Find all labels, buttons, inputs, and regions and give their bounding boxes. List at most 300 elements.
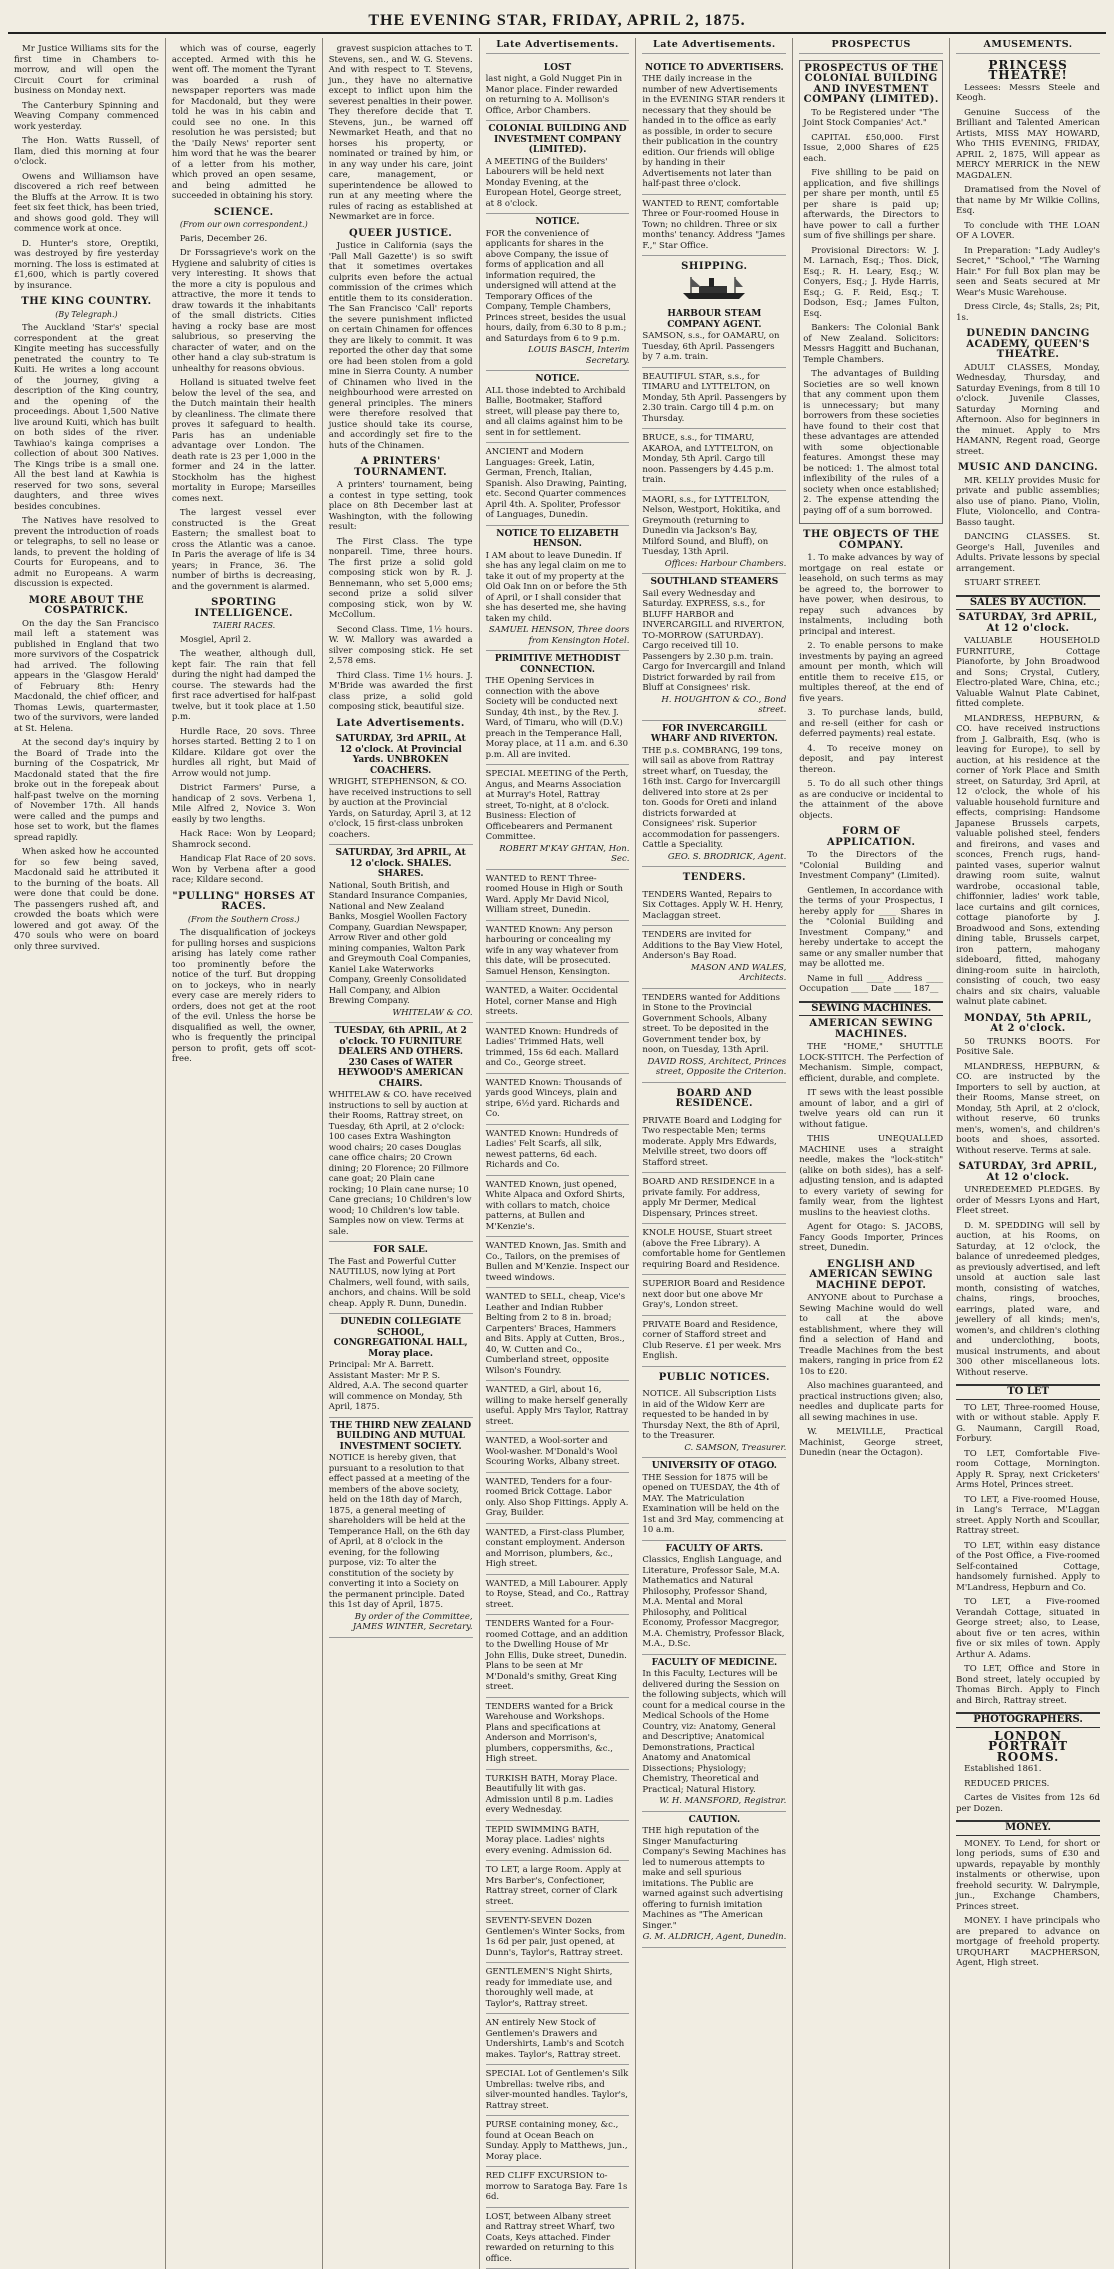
advertisement — [642, 1275, 786, 1316]
paragraph: THE "HOME," SHUTTLE LOCK-STITCH. The Perfection of Mechanism. Simple, compact, efficient, durable, and complete. — [799, 1042, 943, 1084]
ad-signature: G. M. ALDRICH, Agent, Dunedin. — [642, 1932, 786, 1943]
paragraph: Justice in California (says the 'Pall Mall Gazette') is so swift that it sometimes overtakes culprits even before the actual commission of the crimes which entitle them to its consideration. The San Francisco 'Call' reports the severe punishment inflicted on certain Chinamen for offences they are likely to commit. It was reported the other day that some ore had been stolen from a gold mine in Sierra County. A number of Chinamen who lived in the neighbourhood were arrested on general principles. The miners were therefore resolved that justice should take its course, and accordingly set fire to the huts of the Chinamen. — [329, 241, 473, 451]
paragraph: which was of course, eagerly accepted. Armed with this he went off. The moment the Tyrant was boarded a rush of newspaper reporters was made for Macdonald, but they were told he was in his cabin and could see no one. In this resolution he was persisted; but the 'Daily News' reporter sent him word that he was the bearer of a letter from his mother, which proved an open sesame, and being admitted he succeeded in obtaining his story. — [172, 44, 316, 202]
article-section — [956, 463, 1100, 589]
paragraph: Second Class. Time, 1½ hours. W. W. Mallory was awarded a silver composing stick. He set 2,578 ems. — [329, 625, 473, 667]
column-heading: AMUSEMENTS. — [956, 40, 1100, 54]
section-title: TENDERS. — [642, 873, 786, 884]
advertisement — [486, 60, 630, 122]
section-title: QUEER JUSTICE. — [329, 229, 473, 240]
paragraph: In Preparation: "Lady Audley's Secret," "School," "The Warning Hair." For full Box plan may be seen and Seats secured at Mr Wear's Music Warehouse. — [956, 246, 1100, 299]
section-title: BOARD AND RESIDENCE. — [642, 1089, 786, 1110]
article-section — [329, 44, 473, 223]
paragraph: D. Hunter's store, Oreptiki, was destroyed by fire yesterday morning. The loss is estimated at £1,600, which is partly covered by insurance. — [14, 239, 159, 292]
paragraph: Mr Justice Williams sits for the first time in Chambers to-morrow, and will open the Circuit Court for criminal business on Monday next. — [14, 44, 159, 97]
ad-title: SATURDAY, 3rd APRIL, At 12 o'clock. At Provincial Yards. UNBROKEN COACHERS. — [329, 734, 473, 776]
article-section — [329, 457, 473, 713]
paragraph: ADULT CLASSES, Monday, Wednesday, Thursday, and Saturday Evenings, from 8 till 10 o'clock. Juvenile Classes, Saturday Morning and Afternoon. Also for beginners in the minuet. Apply to Mrs HAMANN, Regent road, George street. — [956, 363, 1100, 458]
ad-body: WANTED Known: Hundreds of Ladies' Felt Scarfs, all silk, newest patterns, 6d each. Richards and Co. — [486, 1129, 630, 1171]
article-section — [956, 1712, 1100, 1814]
ad-body: NOTICE. All Subscription Lists in aid of the Widow Kerr are requested to be handed in by Thursday Next, the 8th of April, to the Treasurer. — [642, 1389, 786, 1442]
ad-signature: C. SAMSON, Treasurer. — [642, 1443, 786, 1454]
paragraph: Agent for Otago: S. JACOBS, Fancy Goods Importer, Princes street, Dunedin. — [799, 1222, 943, 1254]
paragraph: The Hon. Watts Russell, of Ilam, died this morning at four o'clock. — [14, 136, 159, 168]
ad-body: WHITELAW & CO. have received instructions to sell by auction at their Rooms, Rattray street, on Tuesday, 6th April, at 2 o'clock: 100 cases Extra Washington wood chairs; 20 cases Douglas cane office chairs; 20 Crown dining; 20 Florence; 20 Fillmore cane goat; 20 Plain cane rocking; 10 Plain cane nurse; 10 Cane grecians; 10 Children's low wood; 10 Children's low table. Samples now on view. Terms at sale. — [329, 1090, 473, 1237]
section-title: DUNEDIN DANCING ACADEMY, QUEEN'S THEATRE. — [956, 329, 1100, 361]
section-title: ENGLISH AND AMERICAN SEWING MACHINE DEPOT. — [799, 1260, 943, 1292]
paragraph: 3. To purchase lands, build, and re-sell (either for cash or deferred payments) real estate. — [799, 708, 943, 740]
ad-title: FOR INVERCARGILL WHARF AND RIVERTON. — [642, 724, 786, 745]
paragraph: gravest suspicion attaches to T. Stevens, sen., and W. G. Stevens. And with respect to T. Stevens, jun., they have no alternative except to inflict upon him the severest penalties in their power. They therefore decide that T. Stevens, jun., be warned off Newmarket Heath, and that no horses his property, or nominated or trained by him, or in any way under his care, joint care, management, or superintendence be allowed to run at any meeting where the rules of racing as established at Newmarket are in force. — [329, 44, 473, 223]
paragraph: The Auckland 'Star's' special correspondent at the great Kingite meeting has successfully penetrated the country to Te Kuiti. He writes a long account of the journey, giving a description of the King country, and the opening of the proceedings. About 1,500 Native live around Kuiti, which has built on both sides of the river. Tawhiao's kainga comprises a collection of about 300 Natives. The Kings tribe is a small one. All the best land at Kawhia is reserved for two sons, several daughters, and three wives besides concubines. — [14, 323, 159, 512]
ad-body: The Fast and Powerful Cutter NAUTILUS, now lying at Port Chalmers, well found, with sails, anchors, and chains. Will be sold cheap. Apply R. Dunn, Dunedin. — [329, 1257, 473, 1310]
ad-body: WANTED, a First-class Plumber, constant employment. Anderson and Morrison, plumbers, &c., High street. — [486, 1528, 630, 1570]
ad-body: LOST, between Albany street and Rattray street Wharf, two Coats, Keys attached. Finder rewarded on returning to this office. — [486, 2212, 630, 2265]
article-section — [329, 229, 473, 452]
section-title: MUSIC AND DANCING. — [956, 463, 1100, 474]
advertisement — [486, 982, 630, 1023]
paragraph: TO LET, a Five-roomed Verandah Cottage, situated in George street; also, to Lease, about five or ten acres, within five or six miles of town. Apply Arthur A. Adams. — [956, 1597, 1100, 1660]
advertisement — [486, 870, 630, 921]
article-section — [642, 1089, 786, 1367]
ad-title: COLONIAL BUILDING AND INVESTMENT COMPANY (LIMITED). — [486, 124, 630, 156]
advertisement — [642, 1385, 786, 1458]
ad-title: HARBOUR STEAM COMPANY AGENT. — [642, 309, 786, 330]
ad-body: THE p.s. COMBRANG, 199 tons, will sail as above from Rattray street wharf, on Tuesday, the 16th inst. Cargo for Invercargill delivered into store at 2s per ton. Goods for Oreti and inland districts forwarded at Consignees' risk. Superior accommodation for passengers. Cattle a Speciality. — [642, 746, 786, 851]
article-section — [14, 297, 159, 590]
paragraph: IT sews with the least possible amount of labor, and a girl of twelve years old can run it without fatigue. — [799, 1088, 943, 1130]
ad-body: WANTED Known, just opened, White Alpaca and Oxford Shirts, with collars to match, choice patterns, at Bullen and M'Kenzie's. — [486, 1180, 630, 1233]
paragraph: STUART STREET. — [956, 578, 1100, 589]
ad-body: ANCIENT and Modern Languages: Greek, Latin, German, French, Italian, Spanish. Also Drawing, Painting, etc. Second Quarter commences April 4th. A. Spoliter, Professor of Languages, Dunedin. — [486, 447, 630, 521]
section-title: SCIENCE. — [172, 208, 316, 219]
ad-body: WANTED, a Girl, about 16, willing to make herself generally useful. Apply Mrs Taylor, Rattray street. — [486, 1385, 630, 1427]
advertisement — [486, 1074, 630, 1125]
ad-signature: By order of the Committee, JAMES WINTER, Secretary. — [329, 1612, 473, 1633]
ad-body: FOR the convenience of applicants for shares in the above Company, the issue of forms of application and all information required, the undersigned will attend at the Temporary Offices of the Company, Temple Chambers, Princes street, besides the usual hours, daily, from 6.30 to 8 p.m.; and Saturdays from 6 to 9 p.m. — [486, 229, 630, 345]
section-subtitle: TAIERI RACES. — [172, 621, 316, 632]
article-section — [172, 44, 316, 202]
ad-body: THE daily increase in the number of new Advertisements in the EVENING STAR renders it necessary that they should be handed in to the office as early as possible, in order to secure their publication in the country edition. Our friends will oblige by handing in their Advertisements not later than half-past three o'clock. — [642, 74, 786, 190]
paragraph: Established 1861. — [956, 1764, 1100, 1775]
advertisement — [486, 765, 630, 870]
department-heading: SEWING MACHINES. — [799, 1001, 943, 1017]
advertisement — [486, 1524, 630, 1575]
ad-body: TO LET, a large Room. Apply at Mrs Barber's, Confectioner, Rattray street, corner of Clark street. — [486, 1865, 630, 1907]
ad-body: I AM about to leave Dunedin. If she has any legal claim on me to take it out of my property at the Old Oak Inn on or before the 5th of April, or I shall consider that she has deserted me, she having taken my child. — [486, 551, 630, 625]
paragraph: Provisional Directors: W. J. M. Larnach, Esq.; Thos. Dick, Esq.; R. H. Leary, Esq.; W. Conyers, Esq.; J. Hyde Harris, Esq.; G. F. Reid, Esq.; T. Dodson, Esq.; James Fulton, Esq. — [803, 246, 939, 320]
newspaper-columns — [8, 38, 1106, 1444]
section-title: THE KING COUNTRY. — [14, 297, 159, 308]
paragraph: MONEY. I have principals who are prepared to advance on mortgage of freehold property. URQUHART MACPHERSON, Agent, High street. — [956, 1916, 1100, 1969]
ad-body: Principal: Mr A. Barrett. Assistant Master: Mr P. S. Aldred, A.A. The second quarter will commence on Monday, 5th April, 1875. — [329, 1360, 473, 1413]
ad-body: BEAUTIFUL STAR, s.s., for TIMARU and LYTTELTON, on Monday, 5th April. Passengers by 2.30 train. Cargo till 4 p.m. on Thursday. — [642, 372, 786, 425]
article-section — [956, 1384, 1100, 1706]
paragraph: CAPITAL £50,000. First Issue, 2,000 Shares of £25 each. — [803, 133, 939, 165]
paragraph: To be Registered under "The Joint Stock Companies' Act." — [803, 108, 939, 129]
advertisement — [642, 1812, 786, 1948]
ad-signature: ROBERT M'KAY GHTAN, Hon. Sec. — [486, 844, 630, 865]
advertisement — [642, 1541, 786, 1655]
advertisement — [486, 1575, 630, 1616]
section-title: SATURDAY, 3rd APRIL, At 12 o'clock. — [956, 613, 1100, 634]
advertisement — [642, 989, 786, 1083]
advertisement — [642, 491, 786, 575]
ad-body: WRIGHT, STEPHENSON, & CO. have received instructions to sell by auction at the Provincial Yards, on Saturday, April 3, at 12 o'clock, 15 first-class unbroken coachers. — [329, 777, 473, 840]
ad-body: NOTICE is hereby given, that pursuant to a resolution to that effect passed at a meeting of the members of the above society, held on the 18th day of March, 1875, a general meeting of shareholders will be held at the Temperance Hall, on the 6th day of April, at 8 o'clock in the evening, for the following purpose, viz: To alter the constitution of the society by converting it into a Society on the permanent principle. Dated this 1st day of April, 1875. — [329, 1453, 473, 1611]
ad-body: last night, a Gold Nugget Pin in Manor place. Finder rewarded on returning to A. Mollison's Office, Arbor Chambers. — [486, 74, 630, 116]
ad-signature: GEO. S. BRODRICK, Agent. — [642, 852, 786, 863]
ad-signature: MASON AND WALES, Architects. — [642, 963, 786, 984]
paragraph: W. MELVILLE, Practical Machinist, George street, Dunedin (near the Octagon). — [799, 1427, 943, 1459]
article-section — [956, 1162, 1100, 1378]
advertisement — [486, 1381, 630, 1432]
paragraph: TO LET, within easy distance of the Post Office, a Five-roomed Self-contained Cottage, handsomely furnished. Apply to M'Landress, Hepburn and Co. — [956, 1541, 1100, 1594]
paragraph: Handicap Flat Race of 20 sovs. Won by Verbena after a good race; Kildare second. — [172, 854, 316, 886]
department-heading: SALES BY AUCTION. — [956, 595, 1100, 611]
paragraph: MLANDRESS, HEPBURN, & CO. have received instructions from J. Galbraith, Esq. (who is leaving for Europe), to sell by auction, at his residence at the corner of York Place and Smith street, on Saturday, 3rd April, at 12 o'clock, the whole of his valuable household furniture and effects, comprising: Handsome Japanese Brussels carpets, valuable polished steel, fenders and fireirons, and vases and sconces, French rugs, hand-painted vases, superior walnut drawing room suite, walnut wardrobe, occasional table, chiffonnier, ladies' work table, lace curtains and gilt cornices, cottage pianoforte by J. Broadwood and Sons, extending dining table, Brussels carpet, iron pattern, mahogany sideboard, fitted, mahogany dining-room suite in haircloth, consisting of couch, two easy chairs and six chairs, valuable walnut plate cabinet. — [956, 714, 1100, 1008]
display-heading: LONDON PORTRAIT ROOMS. — [956, 1731, 1100, 1763]
ad-body: BOARD AND RESIDENCE in a private family. For address, apply Mr Dermer, Medical Dispensary, Princes street. — [642, 1177, 786, 1219]
paragraph: Gentlemen, In accordance with the terms of your Prospectus, I hereby apply for ____ Shares in the "Colonial Building and Investment Company," and hereby undertake to accept the same or any smaller number that may be allotted me. — [799, 886, 943, 970]
paragraph: TO LET, Office and Store in Bond street, lately occupied by Thomas Birch. Apply to Finch and Birch, Rattray street. — [956, 1664, 1100, 1706]
ad-title: FACULTY OF MEDICINE. — [642, 1658, 786, 1669]
article-section — [486, 60, 630, 2269]
ad-title: NOTICE TO ADVERTISERS. — [642, 63, 786, 74]
column-4 — [479, 38, 636, 2269]
advertisement — [329, 1242, 473, 1314]
section-title: SPORTING INTELLIGENCE. — [172, 598, 316, 619]
article-section — [172, 598, 316, 886]
ad-body: WANTED to SELL, cheap, Vice's Leather and Indian Rubber Belting from 2 to 8 in. broad; Carpenters' Braces, Hammers and Bits. Apply at Cutten, Bros., 40, W. Cutten and Co., Cumberland street, opposite Wilson's Foundry. — [486, 1292, 630, 1376]
paragraph: DANCING CLASSES. St. George's Hall, Juveniles and Adults. Private lessons by special arrangement. — [956, 532, 1100, 574]
paragraph: The advantages of Building Societies are so well known that any comment upon them is unnecessary; but many borrowers from these societies have found to their cost that these advantages are attended with some objectionable features. Amongst these may be noticed: 1. The almost total inflexibility of the rules of a society when once established; 2. The expense attending the paying off of a sum borrowed. — [803, 369, 939, 516]
ad-signature: H. HOUGHTON & CO., Bond street. — [642, 695, 786, 716]
ad-body: WANTED Known: Hundreds of Ladies' Trimmed Hats, well trimmed, 15s 6d each. Mallard and Co., George street. — [486, 1027, 630, 1069]
advertisement — [486, 1237, 630, 1288]
paragraph: TO LET, Comfortable Five-room Cottage, Mornington. Apply R. Spray, next Cricketers' Arms Hotel, Princes street. — [956, 1449, 1100, 1491]
ad-body: WANTED, Tenders for a four-roomed Brick Cottage. Labor only. Also Shop Fittings. Apply A. Gray, Builder. — [486, 1477, 630, 1519]
ad-body: TURKISH BATH, Moray Place. Beautifully lit with gas. Admission until 8 p.m. Ladies every Wednesday. — [486, 1774, 630, 1816]
paragraph: UNREDEEMED PLEDGES. By order of Messrs Lyons and Hart, Fleet street. — [956, 1185, 1100, 1217]
advertisement — [486, 651, 630, 765]
department-heading: TO LET — [956, 1384, 1100, 1400]
paragraph: MONEY. To Lend, for short or long periods, sums of £30 and upwards, repayable by monthly instalments or otherwise, upon freehold security. W. Dalrymple, jun., Exchange Chambers, Princes street. — [956, 1839, 1100, 1913]
ad-body: A MEETING of the Builders' Labourers will be held next Monday Evening, at the European Hotel, George street, at 8 o'clock. — [486, 157, 630, 210]
ad-title: NOTICE. — [486, 217, 630, 228]
column-heading: Late Advertisements. — [486, 40, 630, 54]
advertisement — [486, 1176, 630, 1238]
advertisement — [486, 121, 630, 214]
column-6 — [792, 38, 949, 2269]
paragraph: ANYONE about to Purchase a Sewing Machine would do well to call at the above establishment, where they will find a selection of Hand and Treadle Machines from the best makers, ranging in price from £2 10s to £20. — [799, 1293, 943, 1377]
article-section — [172, 892, 316, 1065]
article-section — [642, 873, 786, 1083]
section-title: THE OBJECTS OF THE COMPANY. — [799, 530, 943, 551]
ad-body: WANTED Known: Thousands of yards good Winceys, plain and stripe, 6½d yard. Richards and Co. — [486, 1078, 630, 1120]
section-title: PROSPECTUS OF THE COLONIAL BUILDING AND INVESTMENT COMPANY (LIMITED). — [803, 64, 939, 106]
ad-title: THE THIRD NEW ZEALAND BUILDING AND MUTUAL INVESTMENT SOCIETY. — [329, 1421, 473, 1453]
paragraph: 1. To make advances by way of mortgage on real estate or leasehold, on such terms as may be agreed to, the borrower to have power, when desirous, to repay such advances by instalments, including both principal and interest. — [799, 553, 943, 637]
paragraph: 5. To do all such other things as are conducive or incidental to the attainment of the above objects. — [799, 779, 943, 821]
ad-title: PRIMITIVE METHODIST CONNECTION. — [486, 654, 630, 675]
advertisement — [486, 2167, 630, 2208]
advertisement — [642, 886, 786, 927]
section-title: MORE ABOUT THE COSPATRICK. — [14, 596, 159, 617]
ad-body: WANTED to RENT Three-roomed House in High or South Ward. Apply Mr David Nicol, William street, Dunedin. — [486, 874, 630, 916]
advertisement — [486, 1615, 630, 1698]
advertisement — [486, 921, 630, 983]
paragraph: Mosgiel, April 2. — [172, 635, 316, 646]
paragraph: Bankers: The Colonial Bank of New Zealand. Solicitors: Messrs Haggitt and Buchanan, Temple Chambers. — [803, 323, 939, 365]
column-2 — [165, 38, 322, 2269]
advertisement — [486, 1861, 630, 1912]
ad-title: SATURDAY, 3rd APRIL, At 12 o'clock. SHALES. SHARES. — [329, 848, 473, 880]
advertisement — [642, 1173, 786, 1224]
paragraph: Owens and Williamson have discovered a rich reef between the Bluffs at the Arrow. It is two feet six feet thick, has been tried, and shows good gold. They will commence work at once. — [14, 172, 159, 235]
advertisement — [642, 306, 786, 368]
ad-body: In this Faculty, Lectures will be delivered during the Session on the following subjects, which will count for a medical course in the Medical Schools of the Home Country, viz: Anatomy, General and Descriptive; Anatomical Demonstrations, Practical Anatomy and Anatomical Dissections; Physiology; Chemistry, Theoretical and Practical; Natural History. — [642, 1669, 786, 1795]
ad-title: DUNEDIN COLLEGIATE SCHOOL, CONGREGATIONAL HALL, Moray place. — [329, 1317, 473, 1359]
article-section — [956, 1014, 1100, 1157]
paragraph: Holland is situated twelve feet below the level of the sea, and the Dutch maintain their health by cleanliness. The climate there proves it safeguard to health. Paris has an undeniable advantage over London. The death rate is 23 per 1,000 in the former and 24 in the latter. Stockholm has the highest mortality in Europe; Marseilles comes next. — [172, 378, 316, 504]
advertisement — [486, 2014, 630, 2065]
masthead: THE EVENING STAR, FRIDAY, APRIL 2, 1875. — [8, 10, 1106, 34]
paragraph: On the day the San Francisco mail left a statement was published in England that two more survivors of the Cospatrick had arrived. The following appears in the 'Glasgow Herald' of February 8th: Henry Macdonald, the chief officer, and Thomas Lewis, quartermaster, two of the survivors, were landed at St. Helena. — [14, 619, 159, 735]
article-section — [642, 60, 786, 257]
ad-body: AN entirely New Stock of Gentlemen's Drawers and Undershirts, Lamb's and Scotch makes. Taylor's, Rattray street. — [486, 2018, 630, 2060]
ad-body: WANTED, a Mill Labourer. Apply to Royse, Stead, and Co., Rattray street. — [486, 1579, 630, 1611]
paragraph: 50 TRUNKS BOOTS. For Positive Sale. — [956, 1037, 1100, 1058]
advertisement — [642, 60, 786, 195]
ad-body: Sail every Wednesday and Saturday. EXPRESS, s.s., for BLUFF HARBOR and INVERCARGILL and RIVERTON, TO-MORROW (SATURDAY). Cargo received till 10. Passengers by 2.30 p.m. train. Cargo for Invercargill and Inland District forwarded by rail from Bluff at Consignees' risk. — [642, 589, 786, 694]
ad-body: SEVENTY-SEVEN Dozen Gentlemen's Winter Socks, from 1s 6d per pair, just opened, at Dunn's, Taylor's, Rattray street. — [486, 1916, 630, 1958]
advertisement — [486, 526, 630, 652]
advertisement — [486, 1821, 630, 1862]
section-title: PUBLIC NOTICES. — [642, 1373, 786, 1384]
paragraph: D. M. SPEDDING will sell by auction, at his Rooms, on Saturday, at 12 o'clock, the balance of unredeemed pledges, as previously advertised, and left unsold at auction sale last month, consisting of watches, chains, rings, brooches, earrings, plated ware, and jewellery of all kinds; men's, women's, and children's clothing and underclothing, boots, musical instruments, and about 300 other miscellaneous lots. Without reserve. — [956, 1221, 1100, 1379]
paragraph: To the Directors of the "Colonial Building and Investment Company" (Limited). — [799, 850, 943, 882]
advertisement — [329, 845, 473, 1023]
article-section — [14, 596, 159, 953]
advertisement — [642, 721, 786, 868]
advertisement — [486, 1770, 630, 1821]
ad-body: GENTLEMEN'S Night Shirts, ready for immediate use, and thoroughly well made, at Taylor's, Rattray street. — [486, 1967, 630, 2009]
ad-body: Classics, English Language, and Literature, Professor Sale, M.A. Mathematics and Natural Philosophy, Professor Shand, M.A. Mental and Moral Philosophy, and Political Economy, Professor Macgregor, M.A. Chemistry, Professor Black, M.A., D.Sc. — [642, 1555, 786, 1650]
ad-title: CAUTION. — [642, 1815, 786, 1826]
article-section — [956, 329, 1100, 457]
paragraph: Paris, December 26. — [172, 234, 316, 245]
paragraph: Also machines guaranteed, and practical instructions given; also, needles and duplicate parts for all sewing machines in use. — [799, 1381, 943, 1423]
advertisement — [486, 2116, 630, 2167]
advertisement — [642, 195, 786, 257]
advertisement — [486, 1963, 630, 2014]
article-section — [172, 208, 316, 593]
paragraph: The disqualification of jockeys for pulling horses and suspicions arising has lately come rather too prominently before the notice of the turf. But dropping on to jockeys, who in nearly every case are merely riders to orders, does not get at the root of the evil. Unless the horse be disqualified as well, the owner, who is frequently the principal person to profit, gets off scot-free. — [172, 928, 316, 1065]
advertisement — [486, 2208, 630, 2269]
ad-body: SPECIAL Lot of Gentlemen's Silk Umbrellas: twelve ribs, and silver-mounted handles. Taylor's, Rattray street. — [486, 2069, 630, 2111]
advertisement — [486, 443, 630, 526]
ad-title: UNIVERSITY OF OTAGO. — [642, 1461, 786, 1472]
paragraph: To conclude with THE LOAN OF A LOVER. — [956, 221, 1100, 242]
article-section — [799, 1001, 943, 1254]
section-title: "PULLING" HORSES AT RACES. — [172, 892, 316, 913]
advertisement — [486, 1432, 630, 1473]
advertisement — [486, 2065, 630, 2116]
advertisement — [642, 926, 786, 989]
paragraph: District Farmers' Purse, a handicap of 2 sovs. Verbena 1, Mile Alfred 2, Novice 3. Won easily by two lengths. — [172, 783, 316, 825]
ad-body: TENDERS wanted for a Brick Warehouse and Workshops. Plans and specifications at Anderson and Morrison's, plumbers, coppersmiths, &c., High street. — [486, 1702, 630, 1765]
paragraph: Dramatised from the Novel of that name by Mr Wilkie Collins, Esq. — [956, 185, 1100, 217]
advertisement — [642, 1458, 786, 1541]
section-title: FORM OF APPLICATION. — [799, 827, 943, 848]
advertisement — [486, 1912, 630, 1963]
ad-signature: LOUIS BASCH, Interim Secretary. — [486, 345, 630, 366]
column-3 — [322, 38, 479, 2269]
section-title: Late Advertisements. — [329, 719, 473, 730]
section-title: SHIPPING. — [642, 262, 786, 273]
advertisement — [329, 1314, 473, 1418]
article-section — [956, 1820, 1100, 1969]
ad-body: THE Session for 1875 will be opened on TUESDAY, the 4th of MAY. The Matriculation Examination will be held on the 1st and 3rd May, commencing at 10 a.m. — [642, 1473, 786, 1536]
section-title: A PRINTERS' TOURNAMENT. — [329, 457, 473, 478]
ad-title: TUESDAY, 6th APRIL, At 2 o'clock. TO FURNITURE DEALERS AND OTHERS. 230 Cases of WATER HEYWOOD'S AMERICAN CHAIRS. — [329, 1026, 473, 1089]
paragraph: The Natives have resolved to prevent the introduction of roads or telegraphs, to sell no lease or lands, to prevent the holding of Courts for Europeans, and to admit no Europeans. A warm discussion is expected. — [14, 516, 159, 590]
paragraph: At the second day's inquiry by the Board of Trade into the burning of the Cospatrick, Mr Macdonald stated that the fire broke out in the forepeak about half-past twelve on the morning of November 17th. All hands were called and the pumps and hose set to work, but the flames spread rapidly. — [14, 738, 159, 843]
advertisement — [642, 1316, 786, 1367]
section-subtitle: (From our own correspondent.) — [172, 220, 316, 231]
advertisement — [486, 214, 630, 371]
ad-body: WANTED to RENT, comfortable Three or Four-roomed House in Town; no children. Three or six months' tenancy. Address "James F.," Star Office. — [642, 199, 786, 252]
article-section — [956, 595, 1100, 1008]
ad-body: WANTED, a Wool-sorter and Wool-washer. M'Donald's Wool Scouring Works, Albany street. — [486, 1436, 630, 1468]
department-heading: MONEY. — [956, 1820, 1100, 1836]
paragraph: Hack Race: Won by Leopard; Shamrock second. — [172, 829, 316, 850]
article-section — [799, 530, 943, 821]
display-heading: PRINCESS THEATRE! — [956, 60, 1100, 81]
department-heading: PHOTOGRAPHERS. — [956, 1712, 1100, 1728]
advertisement — [642, 368, 786, 430]
paragraph: The First Class. The type nonpareil. Time, three hours. The first prize a solid gold composing stick won by R. J. Bennemann, who set 5,000 ems; second prize a solid silver composing stick, won by W. McCollum. — [329, 537, 473, 621]
paragraph: TO LET, Three-roomed House, with or without stable. Apply F. G. Naumann, Cargill Road, Forbury. — [956, 1403, 1100, 1445]
ad-signature: Offices: Harbour Chambers. — [642, 559, 786, 570]
ad-body: WANTED Known: Any person harbouring or concealing my wife in any way whatever from this date, will be prosecuted. Samuel Henson, Kensington. — [486, 925, 630, 978]
advertisement — [329, 1418, 473, 1638]
ad-body: SUPERIOR Board and Residence next door but one above Mr Gray's, London street. — [642, 1279, 786, 1311]
advertisement — [486, 1698, 630, 1770]
paragraph: The weather, although dull, kept fair. The rain that fell during the night had damped the course. The stewards had the first race advertised for half-past twelve, but it took place at 1.50 p.m. — [172, 649, 316, 723]
ad-title: FACULTY OF ARTS. — [642, 1544, 786, 1555]
paragraph: VALUABLE HOUSEHOLD FURNITURE, Cottage Pianoforte, by John Broadwood and Sons; Crystal, Cutlery, Electro-plated Ware, China, etc.; Valuable Walnut Plate Cabinet, fitted complete. — [956, 636, 1100, 710]
article-section — [642, 1373, 786, 1948]
ad-body: PRIVATE Board and Residence, corner of Stafford street and Club Reserve. £1 per week. Mrs English. — [642, 1320, 786, 1362]
column-7 — [949, 38, 1106, 2269]
column-5 — [635, 38, 792, 2269]
paragraph: Genuine Success of the Brilliant and Talented American Artists, MISS MAY HOWARD, Who THIS EVENING, FRIDAY, APRIL 2, 1875, Will appear as MERCY MERRICK in the NEW MAGDALEN. — [956, 108, 1100, 182]
paragraph: REDUCED PRICES. — [956, 1779, 1100, 1790]
article-section — [14, 44, 159, 291]
section-title: MONDAY, 5th APRIL, At 2 o'clock. — [956, 1014, 1100, 1035]
ad-signature: SAMUEL HENSON, Three doors from Kensington Hotel. — [486, 625, 630, 646]
section-title: SATURDAY, 3rd APRIL, At 12 o'clock. — [956, 1162, 1100, 1183]
advertisement — [642, 429, 786, 491]
advertisement — [642, 1224, 786, 1275]
advertisement — [486, 371, 630, 443]
column-heading: PROSPECTUS — [799, 40, 943, 54]
ad-title: NOTICE TO ELIZABETH HENSON. — [486, 529, 630, 550]
ad-body: BRUCE, s.s., for TIMARU, AKAROA, and LYTTELTON, on Monday, 5th April. Cargo till noon. Passengers by 4.45 p.m. train. — [642, 433, 786, 486]
advertisement — [486, 1023, 630, 1074]
paragraph: Name in full ____ Address ____ Occupation ____ Date ____ 187__ — [799, 974, 943, 995]
ad-body: ALL those indebted to Archibald Ballie, Bootmaker, Stafford street, will please pay there to, and all claims against him to be sent in for settlement. — [486, 386, 630, 439]
ad-title: NOTICE. — [486, 374, 630, 385]
advertisement — [329, 731, 473, 845]
paragraph: THIS UNEQUALLED MACHINE uses a straight needle, makes the "lock-stitch" (alike on both sides), has a self-adjusting tension, and is adapted to every variety of sewing for family wear, from the lightest muslins to the heaviest cloths. — [799, 1134, 943, 1218]
paragraph: Five shilling to be paid on application, and five shillings per share per month, until £5 per share is paid up; afterwards, the Directors to have power to call a further sum of five shillings per share. — [803, 168, 939, 242]
article-section — [329, 719, 473, 1638]
ad-body: THE Opening Services in connection with the above Society will be conducted next Sunday, 4th inst., by the Rev. J. Ward, of Timaru, who will (D.V.) preach in the Temperance Hall, Moray place, at 11 a.m. and 6.30 p.m. All are invited. — [486, 676, 630, 760]
paragraph: Lessees: Messrs Steele and Keogh. — [956, 83, 1100, 104]
ad-body: MAORI, s.s., for LYTTELTON, Nelson, Westport, Hokitika, and Greymouth (returning to Dunedin via Jackson's Bay, Milford Sound, and Bluff), on Tuesday, 13th April. — [642, 495, 786, 558]
ad-body: TENDERS are invited for Additions to the Bay View Hotel, Anderson's Bay Road. — [642, 930, 786, 962]
ad-body: TENDERS wanted for Additions in Stone to the Provincial Government Schools, Albany street. To be deposited in the Government tender box, by noon, on Tuesday, 13th April. — [642, 993, 786, 1056]
ad-title: FOR SALE. — [329, 1245, 473, 1256]
ad-body: SPECIAL MEETING of the Perth, Angus, and Mearns Association at Murray's Hotel, Rattray street, To-night, at 8 o'clock. Business: Election of Officebearers and Permanent Committee. — [486, 769, 630, 843]
advertisement — [486, 1473, 630, 1524]
article-section — [799, 60, 943, 525]
paragraph: When asked how he accounted for so few being saved, Macdonald said he attributed it to the burning of the boats. All were done that could be done. The passengers rushed aft, and crowded the boats which were lowered and got away. Of the 470 souls who were on board only three survived. — [14, 847, 159, 952]
ad-body: TENDERS Wanted, Repairs to Six Cottages. Apply W. H. Henry, Maclaggan street. — [642, 890, 786, 922]
advertisement — [486, 1125, 630, 1176]
ad-body: SAMSON, s.s., for OAMARU, on Tuesday, 6th April. Passengers by 7 a.m. train. — [642, 331, 786, 363]
paragraph: A printers' tournament, being a contest in type setting, took place on 8th December last at Washington, with the following result: — [329, 480, 473, 533]
ad-body: WANTED Known, Jas. Smith and Co., Tailors, on the premises of Bullen and M'Kenzie. Inspect our tweed windows. — [486, 1241, 630, 1283]
column-1 — [8, 38, 165, 2269]
paragraph: MR. KELLY provides Music for private and public assemblies; also use of piano. Piano, Violin, Flute, Violoncello, and Contra-Basso taught. — [956, 476, 1100, 529]
ad-body: THE high reputation of the Singer Manufacturing Company's Sewing Machines has led to numerous attempts to make and sell spurious imitations. The Public are warned against such advertising offering to furnish imitation Machines as "The American Singer." — [642, 1826, 786, 1931]
paragraph: Third Class. Time 1½ hours. J. M'Bride was awarded the first class prize, a solid gold composing stick, beautiful size. — [329, 671, 473, 713]
article-section — [642, 262, 786, 867]
ad-signature: WHITELAW & CO. — [329, 1008, 473, 1019]
article-section — [799, 827, 943, 995]
ad-body: KNOLE HOUSE, Stuart street (above the Free Library). A comfortable home for Gentlemen requiring Board and Residence. — [642, 1228, 786, 1270]
ad-body: TENDERS Wanted for a Four-roomed Cottage, and an addition to the Dwelling House of Mr John Ellis, Duke street, Dunedin. Plans to be seen at Mr M'Donald's smithy, Great King street. — [486, 1619, 630, 1693]
paragraph: MLANDRESS, HEPBURN, & CO. are instructed by the Importers to sell by auction, at their Rooms, Manse street, on Monday, 5th April, at 2 o'clock, without reserve, 60 trunks men's, women's, and children's boots and shoes, assorted. Without reserve. Terms at sale. — [956, 1062, 1100, 1157]
section-title: AMERICAN SEWING MACHINES. — [799, 1019, 943, 1040]
ad-title: LOST — [486, 63, 630, 74]
paragraph: Dr Forssagrieve's work on the Hygiene and salubrity of cities is very interesting. It shows that the more a city is populous and attractive, the more it tends to draw towards it the inhabitants of the small districts. Cities having a rocky base are most salubrious, so preserving the character of water, and on the other hand a clay sub-stratum is unhealthy for reasons obvious. — [172, 248, 316, 374]
section-subtitle: (From the Southern Cross.) — [172, 915, 316, 926]
ad-body: PRIVATE Board and Lodging for Two respectable Men; terms moderate. Apply Mrs Edwards, Melville street, two doors off Stafford street. — [642, 1116, 786, 1169]
paragraph: The largest vessel ever constructed is the Great Eastern; the smallest boat to cross the Atlantic was a canoe. In Paris the average of life is 34 years; in France, 36. The number of births is decreasing, and the government is alarmed. — [172, 508, 316, 592]
paragraph: 4. To receive money on deposit, and pay interest thereon. — [799, 744, 943, 776]
advertisement — [329, 1023, 473, 1242]
advertisement — [486, 1288, 630, 1381]
article-section — [956, 60, 1100, 324]
paragraph: The Canterbury Spinning and Weaving Company commenced work yesterday. — [14, 101, 159, 133]
paragraph: TO LET, a Five-roomed House, in Lang's Terrace, M'Laggan street. Apply North and Scoullar, Rattray street. — [956, 1495, 1100, 1537]
ad-signature: W. H. MANSFORD, Registrar. — [642, 1796, 786, 1807]
paragraph: Hurdle Race, 20 sovs. Three horses started. Betting 2 to 1 on Kildare. Kildare got over the hurdles all right, but Maid of Arrow would not jump. — [172, 727, 316, 780]
article-section — [799, 1260, 943, 1459]
advertisement — [642, 574, 786, 721]
advertisement — [642, 1655, 786, 1812]
ad-title: SOUTHLAND STEAMERS — [642, 577, 786, 588]
paragraph: Dress Circle, 4s; Stalls, 2s; Pit, 1s. — [956, 302, 1100, 323]
ad-body: WANTED, a Waiter. Occidental Hotel, corner Manse and High streets. — [486, 986, 630, 1018]
steamship-icon — [642, 275, 786, 305]
section-subtitle: (By Telegraph.) — [14, 310, 159, 321]
